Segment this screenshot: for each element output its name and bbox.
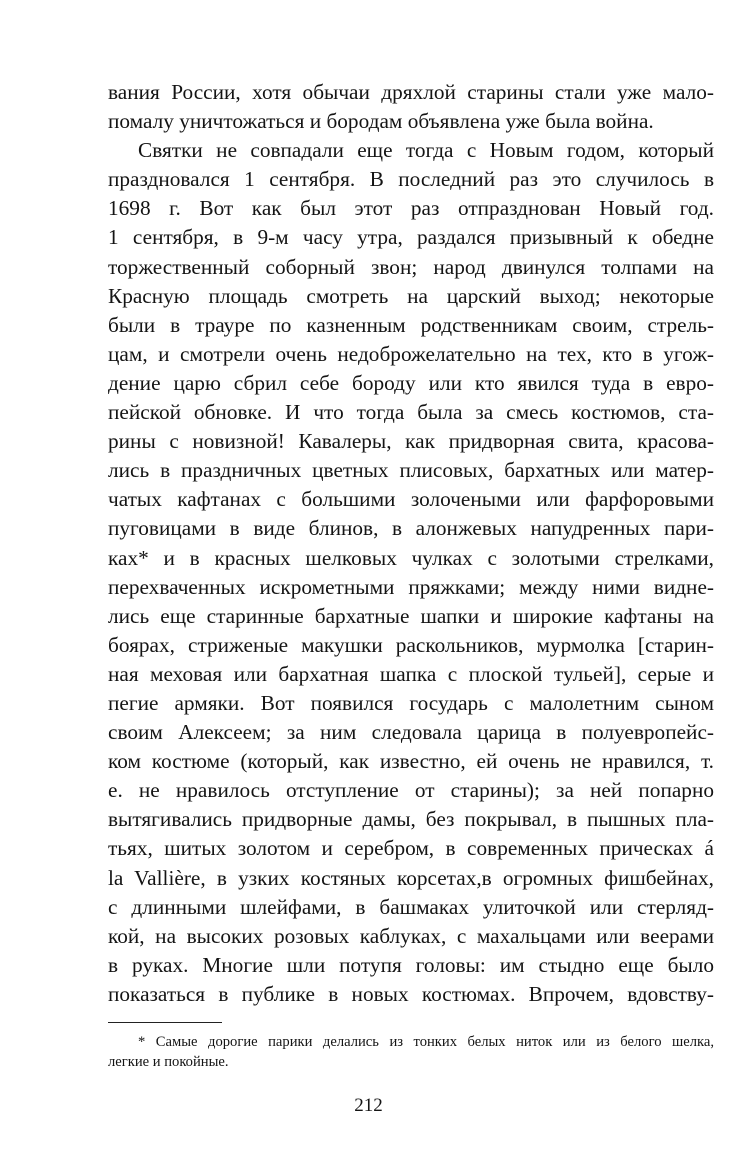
text-line: в руках. Многие шли потупя головы: им стыдно еще было: [108, 952, 714, 977]
footnote-divider: [108, 1022, 222, 1023]
text-line: своим Алексеем; за ним следовала царица в полуевропейс-: [108, 720, 714, 745]
text-line: ках* и в красных шелковых чулках с золотыми стрелками,: [108, 545, 714, 570]
text-line: la Vallière, в узких костяных корсетах,в огромных фишбейнах,: [108, 865, 714, 890]
text-line: ная меховая или бархатная шапка с плоской тульей], серые и: [108, 661, 714, 686]
text-line: 1 сентября, в 9-м часу утра, раздался призывный к обедне: [108, 225, 714, 250]
text-line: пейской обновке. И что тогда была за смесь костюмов, ста-: [108, 400, 714, 425]
text-line: 1698 г. Вот как был этот раз отпразднован Новый год.: [108, 196, 714, 221]
footnote-line: * Самые дорогие парики делались из тонких белых ниток или из белого шелка,: [138, 1034, 714, 1050]
text-line: с длинными шлейфами, в башмаках улиточкой или стерляд-: [108, 894, 714, 919]
text-line: вания России, хотя обычаи дряхлой старины стали уже мало-: [108, 80, 714, 104]
text-line: Святки не совпадали еще тогда с Новым годом, который: [138, 138, 714, 163]
text-line: торжественный соборный звон; народ двинулся толпами на: [108, 254, 714, 279]
text-line: лись еще старинные бархатные шапки и широкие кафтаны на: [108, 603, 714, 628]
text-line: перехваченных искрометными пряжками; между ними видне-: [108, 574, 714, 599]
text-line: чатых кафтанах с большими золочеными или фарфоровыми: [108, 487, 714, 512]
text-line: были в трауре по казненным родственникам своим, стрель-: [108, 312, 714, 337]
text-line: помалу уничтожаться и бородам объявлена уже была война.: [108, 109, 654, 134]
text-line: рины с новизной! Кавалеры, как придворная свита, красова-: [108, 429, 714, 454]
page-number: 212: [354, 1095, 383, 1116]
text-line: Красную площадь смотреть на царский выход; некоторые: [108, 283, 714, 308]
footnote-line: легкие и покойные.: [108, 1054, 229, 1070]
text-line: лись в праздничных цветных плисовых, бархатных или матер-: [108, 458, 714, 483]
text-line: кой, на высоких розовых каблуках, с махальцами или веерами: [108, 923, 714, 948]
text-line: пуговицами в виде блинов, в алонжевых напудренных пари-: [108, 516, 714, 541]
text-line: ком костюме (который, как известно, ей очень не нравился, т.: [108, 749, 714, 774]
footnote: [108, 1032, 714, 1072]
text-line: тьях, шитых золотом и серебром, в современных прическах á: [108, 836, 714, 861]
text-line: пегие армяки. Вот появился государь с малолетним сыном: [108, 690, 714, 715]
text-line: вытягивались придворные дамы, без покрывал, в пышных пла-: [108, 807, 714, 832]
text-line: показаться в публике в новых костюмах. Впрочем, вдовству-: [108, 981, 714, 1006]
text-line: цам, и смотрели очень недоброжелательно на тех, кто в угож-: [108, 341, 714, 366]
text-line: боярах, стриженые макушки раскольников, мурмолка [старин-: [108, 632, 714, 657]
text-line: дение царю сбрил себе бороду или кто явился туда в евро-: [108, 370, 714, 395]
main-text: [108, 78, 714, 1009]
text-line: е. не нравилось отступление от старины); за ней попарно: [108, 778, 714, 803]
text-line: праздновался 1 сентября. В последний раз это случилось в: [108, 167, 714, 192]
